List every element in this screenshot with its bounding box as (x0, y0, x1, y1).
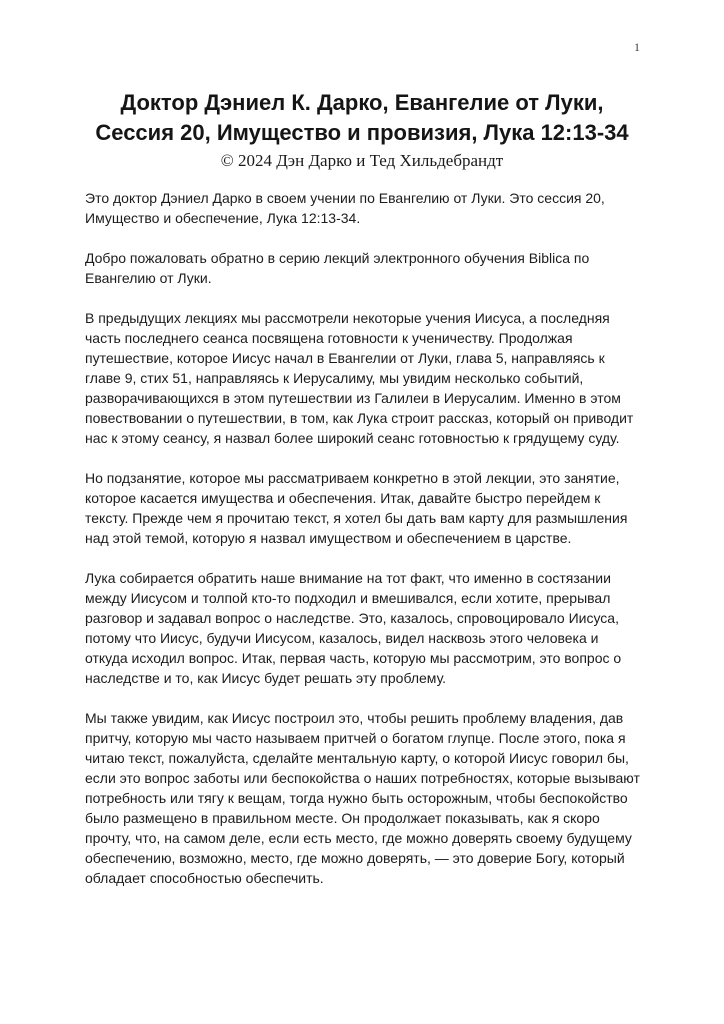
paragraph: Добро пожаловать обратно в серию лекций электронного обучения Biblica по Евангелию от Луки. (85, 250, 590, 286)
copyright-line: © 2024 Дэн Дарко и Тед Хильдебрандт (220, 151, 504, 170)
paragraph: В предыдущих лекциях мы рассмотрели некоторые учения Иисуса, а последняя часть последнего сеанса посвящена готовности к ученичеству. Продолжая путешествие, которое Иисус начал в Евангелии от Луки, глава 5, направляясь к главе 9, стих 51, направляясь к Иерусалиму, мы увидим несколько событий, разворачивающихся в этом путешествии из Галилеи в Иерусалим. Именно в этом повествовании о путешествии, в том, как Лука строит рассказ, который он приводит нас к этому сеансу, я назвал более широкий сеанс готовностью к грядущему суду. (85, 310, 634, 446)
document-title (0, 0, 724, 148)
document-title-line-2: Сессия 20, Имущество и провизия, Лука 12:13-34 (95, 120, 629, 145)
paragraph: Но подзанятие, которое мы рассматриваем конкретно в этой лекции, это занятие, которое касается имущества и обеспечения. Итак, давайте быстро перейдем к тексту. Прежде чем я прочитаю текст, я хотел бы дать вам карту для размышления над этой темой, которую я назвал имуществом и обеспечением в царстве. (85, 470, 628, 546)
page-number: 1 (634, 40, 640, 54)
paragraph: Мы также увидим, как Иисус построил это, чтобы решить проблему владения, дав притчу, которую мы часто называем притчей о богатом глупце. После этого, пока я читаю текст, пожалуйста, сделайте ментальную карту, о которой Иисус говорил бы, если это вопрос заботы или беспокойства о наших потребностях, которые вызывают потребность или тягу к вещам, тогда нужно быть осторожным, чтобы беспокойство было размещено в правильном месте. Он продолжает показывать, как я скоро прочту, что, на самом деле, если есть место, где можно доверять своему будущему обеспечению, возможно, место, где можно доверять, — это доверие Богу, который обладает способностью обеспечить. (85, 710, 640, 886)
paragraph: Это доктор Дэниел Дарко в своем учении по Евангелию от Луки. Это сессия 20, Имущество и обеспечение, Лука 12:13-34. (85, 190, 605, 226)
document-title-line-1: Доктор Дэниел К. Дарко, Евангелие от Луки, (120, 90, 604, 115)
document-body (85, 188, 641, 888)
paragraph: Лука собирается обратить наше внимание на тот факт, что именно в состязании между Иисусом и толпой кто-то подходил и вмешивался, если хотите, прерывал разговор и задавал вопрос о наследстве. Это, казалось, спровоцировало Иисуса, потому что Иисус, будучи Иисусом, казалось, видел насквозь этого человека и откуда исходил вопрос. Итак, первая часть, которую мы рассмотрим, это вопрос о наследстве и то, как Иисус будет решать эту проблему. (85, 570, 622, 686)
